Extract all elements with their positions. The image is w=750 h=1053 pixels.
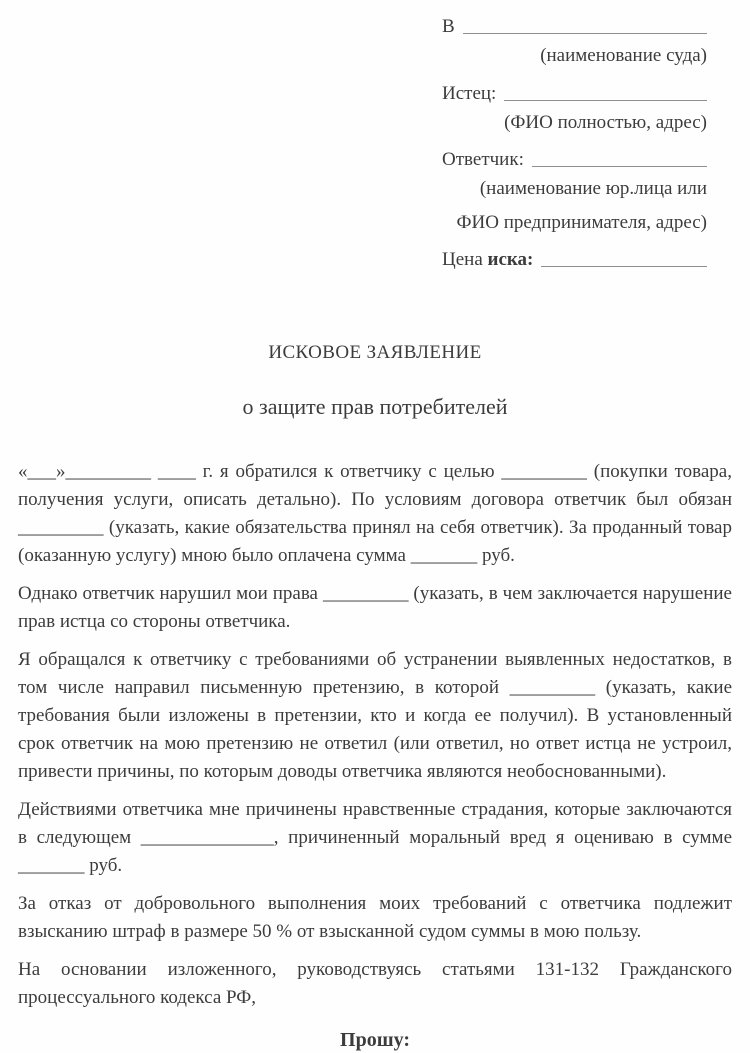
court-prefix: В bbox=[442, 16, 455, 38]
court-line bbox=[442, 6, 707, 39]
paragraph-claim-letter: Я обращался к ответчику с требованиями об устранении выявленных недостатков, в том числе направил письменную претензию, в которой _________ (указать, какие требования были изложены в претензии, кто и когда ее получил). В установленный срок ответчик на мою претензию не ответил (или ответил, но ответ истца не устроил, привести причины, по которым доводы ответчика являются необоснованными). bbox=[18, 649, 732, 783]
paragraph-contract-facts: «___»_________ ____ г. я обратился к ответчику с целью _________ (покупки товара, получения услуги, описать детально). По условиям договора ответчик был обязан _________ (указать, какие обязательства принял на себя ответчик). За проданный товар (оказанную услугу) мною было оплачена сумма _______ руб. bbox=[18, 461, 732, 567]
defendant-line bbox=[442, 139, 707, 172]
defendant-hint-line1: (наименование юр.лица или bbox=[479, 178, 707, 200]
claim-price-label bbox=[442, 249, 533, 272]
paragraph-penalty: За отказ от добровольного выполнения моих требований с ответчика подлежит взысканию штраф в размере 50 % от взысканной судом суммы в мою пользу. bbox=[18, 893, 732, 943]
plaintiff-blank-line bbox=[504, 100, 707, 101]
defendant-hint-line2: ФИО предпринимателя, адрес) bbox=[456, 211, 707, 233]
document-body bbox=[18, 458, 732, 1012]
plaintiff-label: Истец: bbox=[442, 82, 497, 104]
paragraph-legal-basis: На основании изложенного, руководствуясь статьями 131-132 Гражданского процессуального кодекса РФ, bbox=[18, 959, 732, 1009]
court-blank-line bbox=[463, 33, 707, 34]
claim-price-blank-line bbox=[541, 266, 707, 267]
claim-price-line bbox=[442, 239, 707, 272]
court-header-block bbox=[442, 6, 707, 272]
claim-price-label-bold: иска: bbox=[487, 249, 534, 271]
paragraph-moral-damage: Действиями ответчика мне причинены нравственные страдания, которые заключаются в следующем ______________, причиненный моральный вред я оцениваю в сумме _______ руб. bbox=[18, 799, 732, 877]
defendant-blank-line bbox=[532, 166, 707, 167]
paragraph-rights-violation: Однако ответчик нарушил мои права _________ (указать, в чем заключается нарушение прав истца со стороны ответчика. bbox=[18, 583, 732, 633]
plaintiff-hint: (ФИО полностью, адрес) bbox=[504, 111, 707, 133]
court-hint: (наименование суда) bbox=[540, 45, 707, 67]
document-title: ИСКОВОЕ ЗАЯВЛЕНИЕ bbox=[268, 342, 482, 364]
defendant-label: Ответчик: bbox=[442, 149, 524, 171]
plaintiff-line bbox=[442, 73, 707, 106]
document-subtitle: о защите прав потребителей bbox=[242, 394, 508, 420]
request-heading: Прошу: bbox=[340, 1029, 410, 1052]
claim-price-label-regular: Цена bbox=[442, 249, 483, 271]
